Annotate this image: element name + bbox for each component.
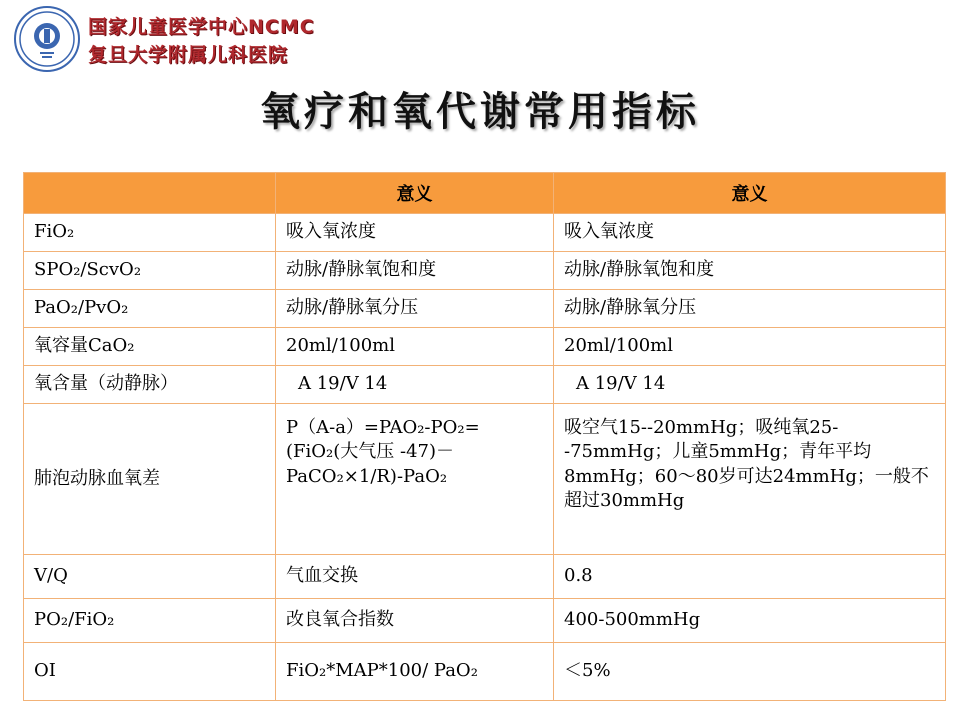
- cell-value: A 19/V 14: [554, 366, 946, 404]
- cell-meaning: 吸入氧浓度: [276, 214, 554, 252]
- header-cell-indicator: [24, 173, 276, 214]
- cell-meaning: FiO₂*MAP*100/ PaO₂: [276, 643, 554, 701]
- table-row: [24, 555, 946, 599]
- cell-indicator: PaO₂/PvO₂: [24, 290, 276, 328]
- table-row: [24, 404, 946, 555]
- cell-meaning: A 19/V 14: [276, 366, 554, 404]
- org-name-line-1: 国家儿童医学中心NCMC: [88, 16, 315, 38]
- page-title: 氧疗和氧代谢常用指标: [260, 89, 700, 135]
- cell-indicator: 肺泡动脉血氧差: [24, 404, 276, 555]
- table-row: [24, 252, 946, 290]
- cell-meaning: 气血交换: [276, 555, 554, 599]
- cell-value: ＜5%: [554, 643, 946, 701]
- institution-header: [14, 6, 354, 76]
- cell-value: 动脉/静脉氧分压: [554, 290, 946, 328]
- cell-indicator: PO₂/FiO₂: [24, 599, 276, 643]
- cell-meaning: 动脉/静脉氧饱和度: [276, 252, 554, 290]
- cell-indicator: 氧含量（动静脉）: [24, 366, 276, 404]
- cell-value: 400-500mmHg: [554, 599, 946, 643]
- cell-value: 动脉/静脉氧饱和度: [554, 252, 946, 290]
- table-row: [24, 290, 946, 328]
- cell-meaning: 改良氧合指数: [276, 599, 554, 643]
- cell-indicator: 氧容量CaO₂: [24, 328, 276, 366]
- table-row: [24, 214, 946, 252]
- cell-indicator: SPO₂/ScvO₂: [24, 252, 276, 290]
- table-row: [24, 643, 946, 701]
- cell-meaning: 20ml/100ml: [276, 328, 554, 366]
- cell-indicator: FiO₂: [24, 214, 276, 252]
- table-row: [24, 599, 946, 643]
- header-cell-meaning-1: 意义: [276, 173, 554, 214]
- cell-value: 20ml/100ml: [554, 328, 946, 366]
- header-cell-meaning-2: 意义: [554, 173, 946, 214]
- hospital-logo-icon: [14, 6, 80, 72]
- cell-meaning: 动脉/静脉氧分压: [276, 290, 554, 328]
- cell-meaning: P（A-a）=PAO₂-PO₂=(FiO₂(大气压 -47)－PaCO₂×1/R)-PaO₂: [276, 404, 554, 555]
- table-row: [24, 328, 946, 366]
- indicator-table: [23, 172, 946, 701]
- cell-value: 吸空气15--20mmHg；吸纯氧25--75mmHg；儿童5mmHg；青年平均8mmHg；60～80岁可达24mmHg；一般不超过30mmHg: [554, 404, 946, 555]
- cell-indicator: OI: [24, 643, 276, 701]
- cell-value: 0.8: [554, 555, 946, 599]
- cell-indicator: V/Q: [24, 555, 276, 599]
- table-row: [24, 366, 946, 404]
- table-header-row: [24, 173, 946, 214]
- cell-value: 吸入氧浓度: [554, 214, 946, 252]
- org-name-line-2: 复旦大学附属儿科医院: [88, 44, 289, 66]
